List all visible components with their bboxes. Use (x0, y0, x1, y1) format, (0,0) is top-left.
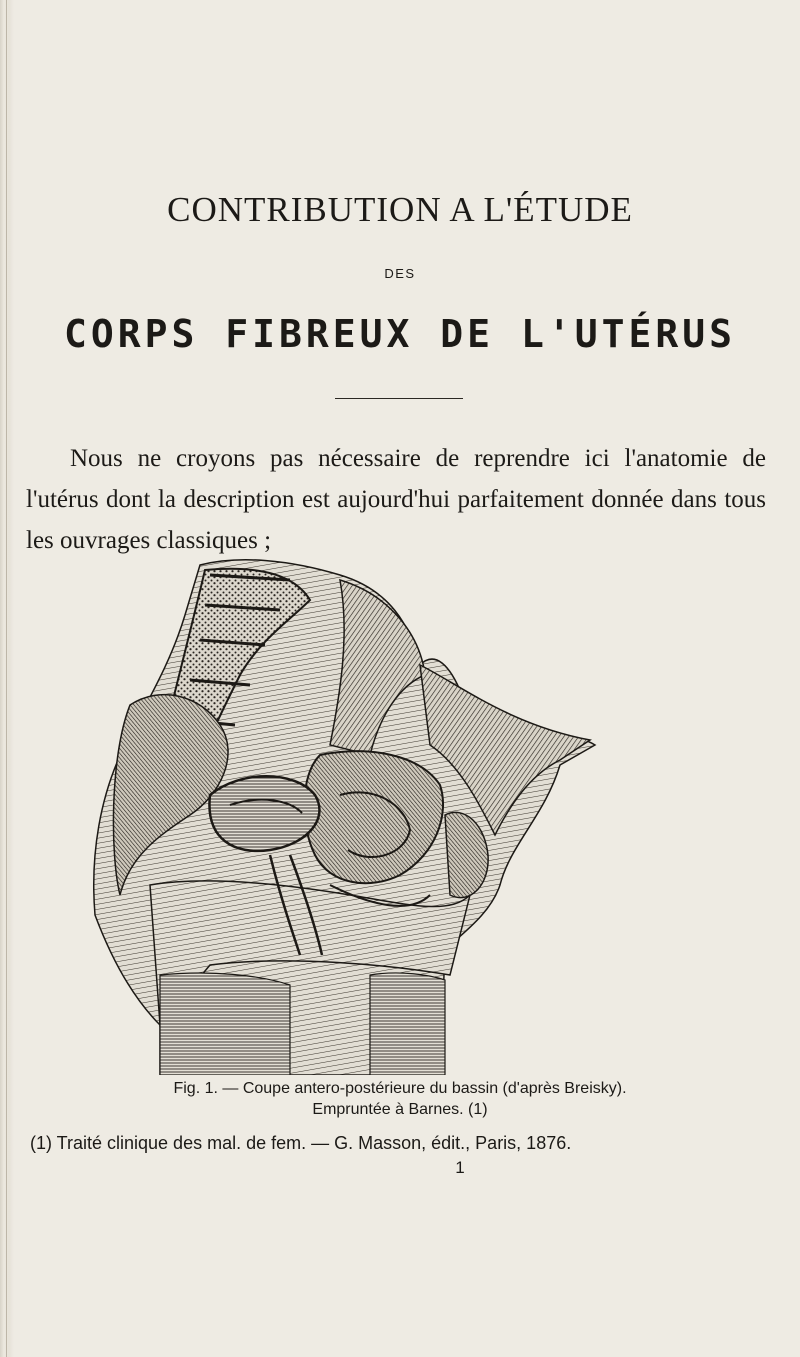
page-subtitle: CORPS FIBREUX DE L'UTÉRUS (64, 312, 736, 356)
page-title: CONTRIBUTION A L'ÉTUDE (167, 190, 633, 229)
caption-line-2: Empruntée à Barnes. (1) (312, 1101, 488, 1118)
body-paragraph (26, 438, 766, 561)
paragraph-text: Nous ne croyons pas nécessaire de reprendre ici l'anatomie de l'utérus dont la description est aujourd'hui parfaitement donnée dans tous les ouvrages classiques ; (26, 445, 766, 554)
figure-pelvis-section (90, 555, 600, 1075)
title-rule (335, 398, 463, 399)
caption-line-1: Fig. 1. — Coupe antero-postérieure du bassin (d'après Breisky). (173, 1080, 627, 1097)
figure-caption (0, 1078, 800, 1120)
footnote: (1) Traité clinique des mal. de fem. — G. Masson, édit., Paris, 1876. (30, 1133, 572, 1153)
title-connector: DES (384, 266, 416, 281)
page-number: 1 (455, 1158, 465, 1177)
pelvis-section-illustration (90, 555, 600, 1075)
